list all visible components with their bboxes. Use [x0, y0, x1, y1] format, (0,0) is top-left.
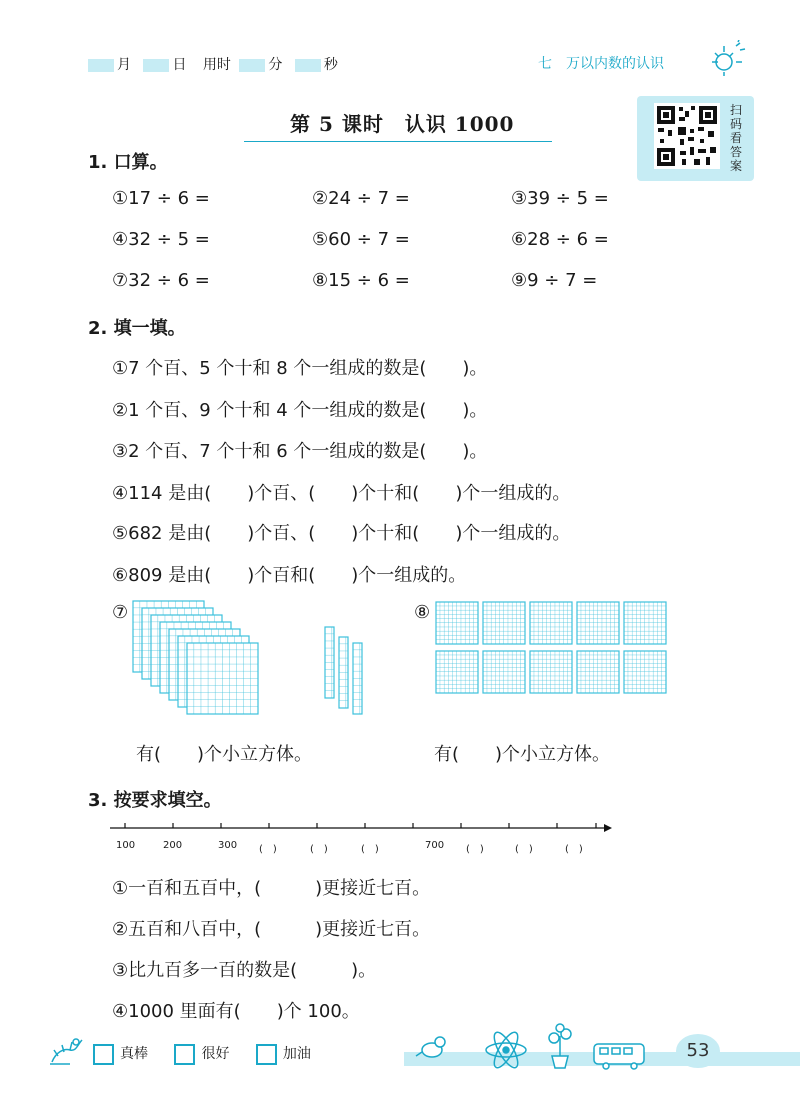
closer-item-3: ③比九百多一百的数是( )。 [112, 960, 377, 981]
hundred-square [436, 602, 478, 644]
dragon-icon [46, 1032, 86, 1068]
tick-label: 300 [218, 840, 238, 851]
section-2-title: 2. 填一填。 [88, 318, 186, 339]
chapter-title: 七 万以内数的认识 [538, 56, 664, 72]
hundred-square [577, 651, 619, 693]
day-box[interactable] [143, 59, 169, 72]
decoration-icons [414, 1022, 674, 1072]
tick-label: 100 [116, 840, 136, 851]
rating-option-keep-going[interactable]: 加油 [256, 1046, 311, 1062]
bus-icon [594, 1044, 644, 1069]
title-underline [244, 141, 552, 142]
tick-blank: ( ) [259, 844, 277, 855]
fill-item-6: ⑥809 是由( )个百和( )个一组成的。 [112, 565, 467, 586]
section-3-title: 3. 按要求填空。 [88, 790, 222, 811]
fill-item-2: ②1 个百、9 个十和 4 个一组成的数是( )。 [112, 400, 488, 421]
hundred-square [530, 602, 572, 644]
ten-rod [325, 627, 334, 698]
hundred-square [530, 651, 572, 693]
tick-blank: ( ) [310, 844, 328, 855]
rating-option-good[interactable]: 很好 [174, 1046, 229, 1062]
second-box[interactable] [295, 59, 321, 72]
closer-item-2: ②五百和八百中，( )更接近七百。 [112, 919, 431, 940]
tick-label: 700 [425, 840, 445, 851]
checkbox-great[interactable] [93, 1044, 114, 1065]
qr-code-icon[interactable] [654, 103, 720, 169]
figure-8-blocks [434, 600, 670, 696]
hundred-square [187, 643, 258, 714]
tick-label: 200 [163, 840, 183, 851]
hundred-square [483, 651, 525, 693]
oral-calc-9: ⑨9 ÷ 7 = [511, 270, 598, 291]
figure-7-blocks [130, 598, 370, 723]
ten-rod [353, 643, 362, 714]
checkbox-good[interactable] [174, 1044, 195, 1065]
tick-blank: ( ) [361, 844, 379, 855]
fill-item-3: ③2 个百、7 个十和 6 个一组成的数是( )。 [112, 441, 488, 462]
oral-calc-2: ②24 ÷ 7 = [312, 188, 410, 209]
section-1-title: 1. 口算。 [88, 152, 168, 173]
figure-8-label: ⑧ [414, 602, 431, 623]
number-line [108, 820, 614, 838]
oral-calc-5: ⑤60 ÷ 7 = [312, 229, 410, 250]
hundred-square [436, 651, 478, 693]
ten-rods [325, 627, 362, 714]
fireworks-icon [706, 40, 748, 78]
tick-blank: ( ) [565, 844, 583, 855]
oral-calc-3: ③39 ÷ 5 = [511, 188, 609, 209]
hundred-squares [133, 601, 258, 714]
fill-item-1: ①7 个百、5 个十和 8 个一组成的数是( )。 [112, 358, 488, 379]
hundred-square [624, 651, 666, 693]
hundred-square [624, 602, 666, 644]
bird-icon [416, 1037, 445, 1057]
potted-plant-icon [549, 1024, 571, 1068]
figure-7-label: ⑦ [112, 602, 129, 623]
time-used-label: 用时 [202, 57, 231, 73]
tick-blank: ( ) [466, 844, 484, 855]
fill-item-4: ④114 是由( )个百、( )个十和( )个一组成的。 [112, 483, 571, 504]
closer-item-1: ①一百和五百中，( )更接近七百。 [112, 878, 431, 899]
ten-rod [339, 637, 348, 708]
hundred-square [483, 602, 525, 644]
oral-calc-1: ①17 ÷ 6 = [112, 188, 210, 209]
date-time-header: 月 日 用时 分 秒 [88, 54, 338, 74]
oral-calc-7: ⑦32 ÷ 6 = [112, 270, 210, 291]
page-number: 53 [686, 1040, 710, 1061]
checkbox-keep-going[interactable] [256, 1044, 277, 1065]
atom-icon [486, 1029, 526, 1071]
figure-7-answer: 有( )个小立方体。 [136, 744, 313, 765]
rating-option-great[interactable]: 真棒 [93, 1046, 148, 1062]
rating-row [93, 1043, 311, 1065]
month-box[interactable] [88, 59, 114, 72]
tick-blank: ( ) [515, 844, 533, 855]
oral-calc-6: ⑥28 ÷ 6 = [511, 229, 609, 250]
lesson-title: 第 5 课时 认识 1000 [290, 112, 515, 136]
minute-box[interactable] [239, 59, 265, 72]
fill-item-5: ⑤682 是由( )个百、( )个十和( )个一组成的。 [112, 523, 571, 544]
qr-caption: 扫码看答案 [730, 103, 743, 173]
closer-item-4: ④1000 里面有( )个 100。 [112, 1001, 360, 1022]
figure-8-answer: 有( )个小立方体。 [434, 744, 611, 765]
oral-calc-8: ⑧15 ÷ 6 = [312, 270, 410, 291]
hundred-square [577, 602, 619, 644]
oral-calc-4: ④32 ÷ 5 = [112, 229, 210, 250]
